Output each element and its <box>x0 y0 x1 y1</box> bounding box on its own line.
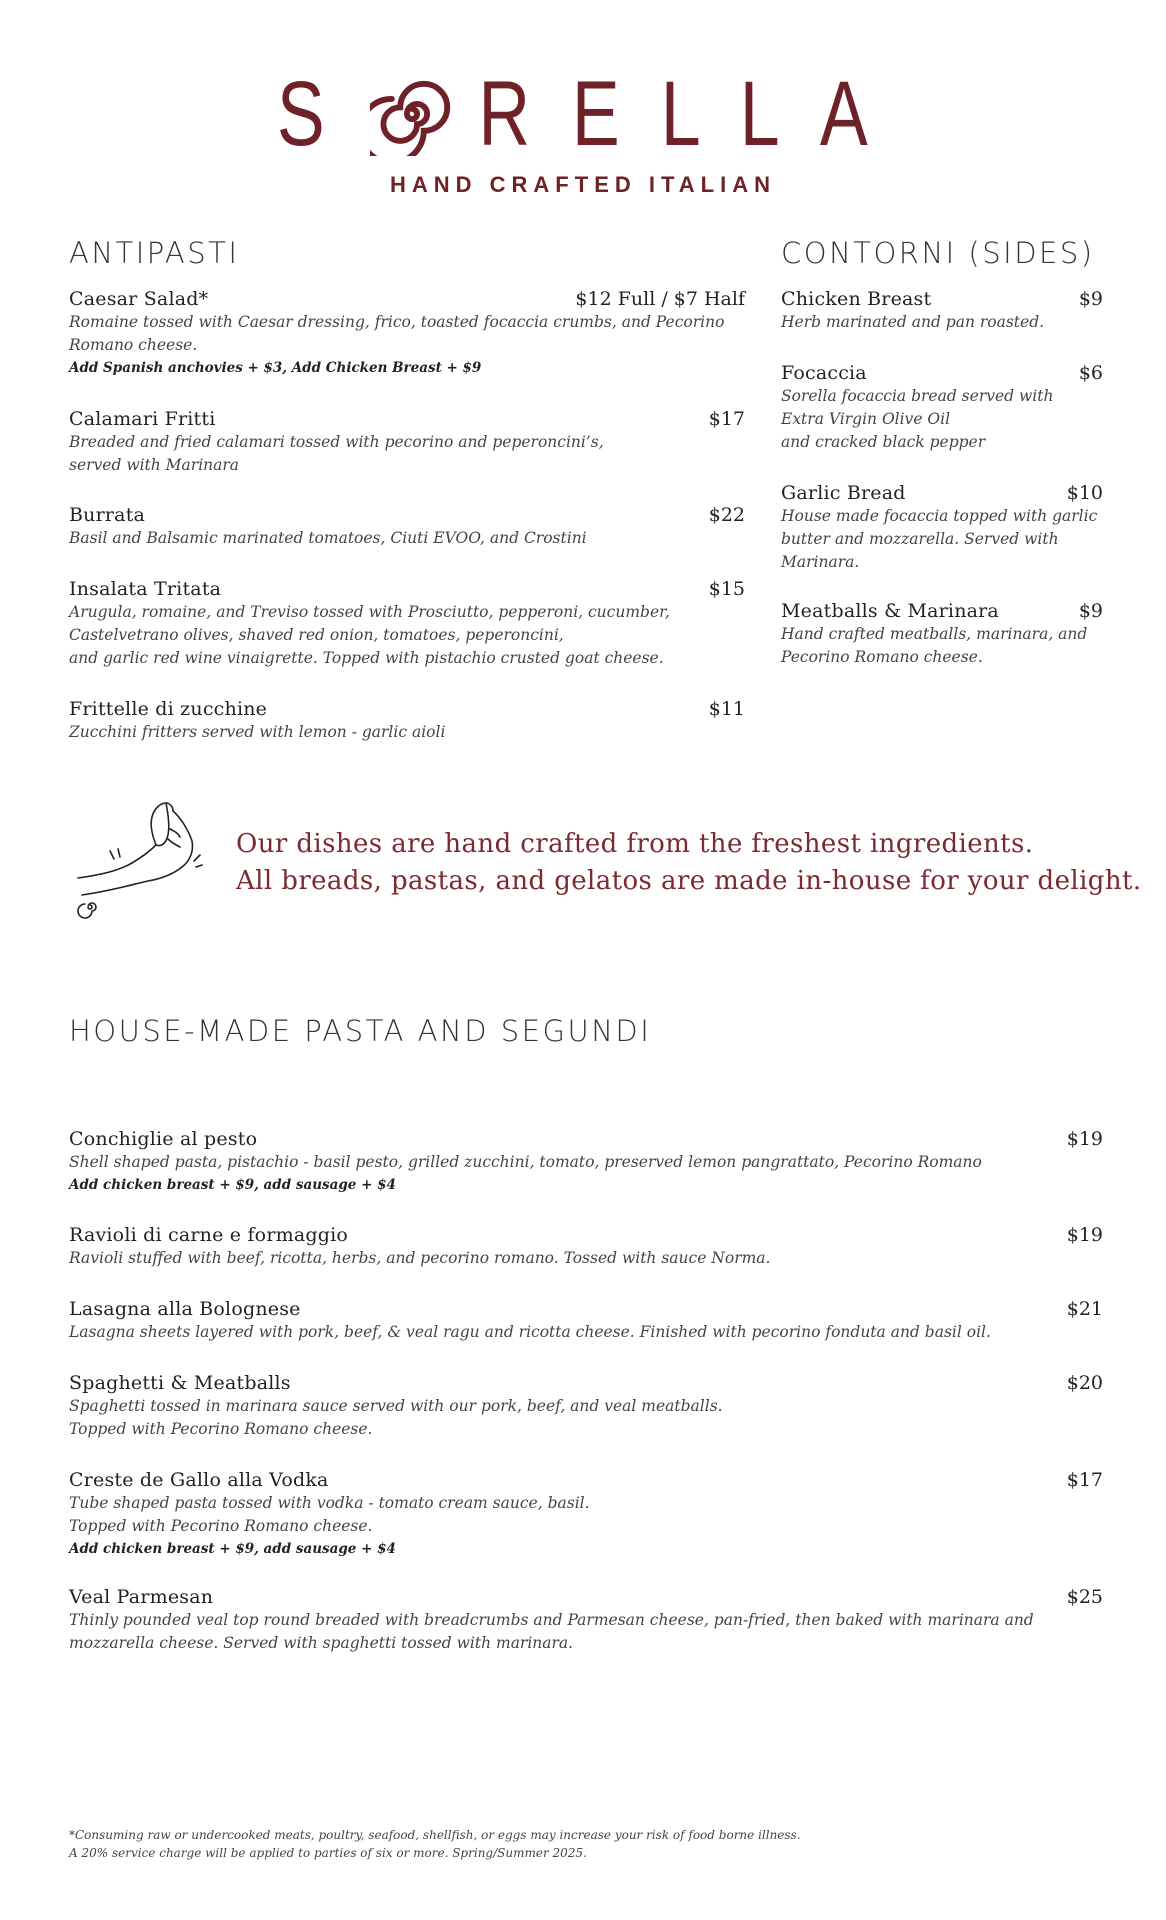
item-name: Veal Parmesan <box>69 1586 214 1608</box>
menu-item-burrata <box>69 504 745 550</box>
item-description: House made focaccia topped with garlic butter and mozzarella. Served with Marinara. <box>781 507 1098 571</box>
item-price: $9 <box>1078 600 1103 622</box>
item-description: Breaded and fried calamari tossed with pecorino and peperoncini’s, served with Marinara <box>69 433 604 474</box>
item-price: $11 <box>708 698 745 720</box>
item-description: Herb marinated and pan roasted. <box>781 313 1045 331</box>
menu-item-conchiglie-al-pesto <box>69 1128 1103 1193</box>
logo-tagline: HAND CRAFTED ITALIAN <box>389 172 776 197</box>
menu-item-ravioli <box>69 1224 1103 1270</box>
menu-item-focaccia <box>781 362 1103 454</box>
menu-item-lasagna <box>69 1298 1103 1344</box>
item-description: Hand crafted meatballs, marinara, and Pecorino Romano cheese. <box>781 625 1088 666</box>
menu-item-meatballs-marinara <box>781 600 1103 669</box>
footer-disclaimer <box>69 1826 801 1862</box>
banner-line: All breads, pastas, and gelatos are made in-house for your delight. <box>236 866 1142 896</box>
item-price: $25 <box>1066 1586 1103 1608</box>
item-name: Creste de Gallo alla Vodka <box>69 1469 329 1491</box>
logo-letter: L <box>739 63 802 165</box>
freshness-banner <box>236 826 1142 900</box>
item-description: Spaghetti tossed in marinara sauce served with our pork, beef, and veal meatballs. Topped with Pecorino Romano cheese. <box>69 1397 723 1438</box>
menu-item-caesar-salad <box>69 288 745 376</box>
item-price: $6 <box>1078 362 1103 384</box>
logo-letter: R <box>478 63 552 165</box>
item-addon: Add Spanish anchovies + $3, Add Chicken Breast + $9 <box>69 360 482 376</box>
item-addon: Add chicken breast + $9, add sausage + $4 <box>69 1177 396 1193</box>
item-name: Chicken Breast <box>781 288 932 310</box>
footer-line: A 20% service charge will be applied to parties of six or more. Spring/Summer 2025. <box>69 1846 587 1860</box>
item-price: $9 <box>1078 288 1103 310</box>
item-description: Sorella focaccia bread served with Extra Virgin Olive Oil and cracked black pepper <box>781 387 1054 451</box>
item-name: Ravioli di carne e formaggio <box>69 1224 348 1246</box>
item-name: Caesar Salad* <box>69 288 209 310</box>
logo-wordmark <box>267 63 900 165</box>
item-description: Basil and Balsamic marinated tomatoes, Ciuti EVOO, and Crostini <box>69 529 587 547</box>
item-price: $10 <box>1066 482 1103 504</box>
restaurant-logo <box>0 63 1166 198</box>
item-addon: Add chicken breast + $9, add sausage + $4 <box>69 1541 396 1557</box>
contorni-title: CONTORNI (SIDES) <box>781 236 1095 270</box>
item-name: Insalata Tritata <box>69 578 222 600</box>
item-name: Spaghetti & Meatballs <box>69 1372 291 1394</box>
menu-item-veal-parmesan <box>69 1586 1103 1655</box>
hand-gesture-icon <box>70 795 205 920</box>
item-description: Zucchini fritters served with lemon - garlic aioli <box>69 723 446 741</box>
item-name: Garlic Bread <box>781 482 906 504</box>
item-price: $17 <box>708 408 745 430</box>
item-name: Frittelle di zucchine <box>69 698 268 720</box>
item-price: $12 Full / $7 Half <box>575 288 745 310</box>
item-name: Lasagna alla Bolognese <box>69 1298 301 1320</box>
item-description: Lasagna sheets layered with pork, beef, & veal ragu and ricotta cheese. Finished with pecorino fonduta and basil oil. <box>69 1323 991 1341</box>
footer-line: *Consuming raw or undercooked meats, poultry, seafood, shellfish, or eggs may increase your risk of food borne illness. <box>69 1828 801 1842</box>
antipasti-title: ANTIPASTI <box>69 236 240 270</box>
banner-line: Our dishes are hand crafted from the freshest ingredients. <box>236 829 1034 859</box>
item-description: Shell shaped pasta, pistachio - basil pesto, grilled zucchini, tomato, preserved lemon pangrattato, Pecorino Romano <box>69 1153 982 1171</box>
menu-item-garlic-bread <box>781 482 1103 574</box>
item-price: $15 <box>708 578 745 600</box>
menu-item-frittelle-di-zucchine <box>69 698 745 744</box>
item-name: Meatballs & Marinara <box>781 600 999 622</box>
logo-letter: E <box>572 63 642 165</box>
item-name: Conchiglie al pesto <box>69 1128 258 1150</box>
item-name: Calamari Fritti <box>69 408 216 430</box>
item-description: Ravioli stuffed with beef, ricotta, herbs, and pecorino romano. Tossed with sauce Norma. <box>69 1249 771 1267</box>
item-description: Arugula, romaine, and Treviso tossed with Prosciutto, pepperoni, cucumber, Castelvetrano olives, shaved red onion, tomatoes, peperoncini, and garlic red wine vinaigrette. Topped with pistachio crusted goat cheese. <box>69 603 670 667</box>
menu-item-creste-de-gallo <box>69 1469 1103 1557</box>
item-price: $19 <box>1066 1128 1103 1150</box>
item-price: $21 <box>1066 1298 1103 1320</box>
logo-letter: L <box>660 63 723 165</box>
item-name: Burrata <box>69 504 146 526</box>
spiral-icon <box>370 72 454 156</box>
menu-item-calamari-fritti <box>69 408 745 477</box>
item-price: $17 <box>1066 1469 1103 1491</box>
item-description: Romaine tossed with Caesar dressing, frico, toasted focaccia crumbs, and Pecorino Romano cheese. <box>69 313 725 354</box>
item-description: Tube shaped pasta tossed with vodka - tomato cream sauce, basil. Topped with Pecorino Romano cheese. <box>69 1494 590 1535</box>
item-price: $20 <box>1066 1372 1103 1394</box>
item-price: $22 <box>708 504 745 526</box>
logo-letter: S <box>276 63 347 165</box>
menu-item-spaghetti-meatballs <box>69 1372 1103 1441</box>
item-name: Focaccia <box>781 362 867 384</box>
item-price: $19 <box>1066 1224 1103 1246</box>
pasta-title: HOUSE-MADE PASTA AND SEGUNDI <box>69 1014 652 1048</box>
menu-item-chicken-breast <box>781 288 1103 334</box>
item-description: Thinly pounded veal top round breaded with breadcrumbs and Parmesan cheese, pan-fried, then baked with marinara and mozzarella cheese. Served with spaghetti tossed with marinara. <box>69 1611 1034 1652</box>
logo-letter: A <box>819 63 890 165</box>
menu-item-insalata-tritata <box>69 578 745 670</box>
